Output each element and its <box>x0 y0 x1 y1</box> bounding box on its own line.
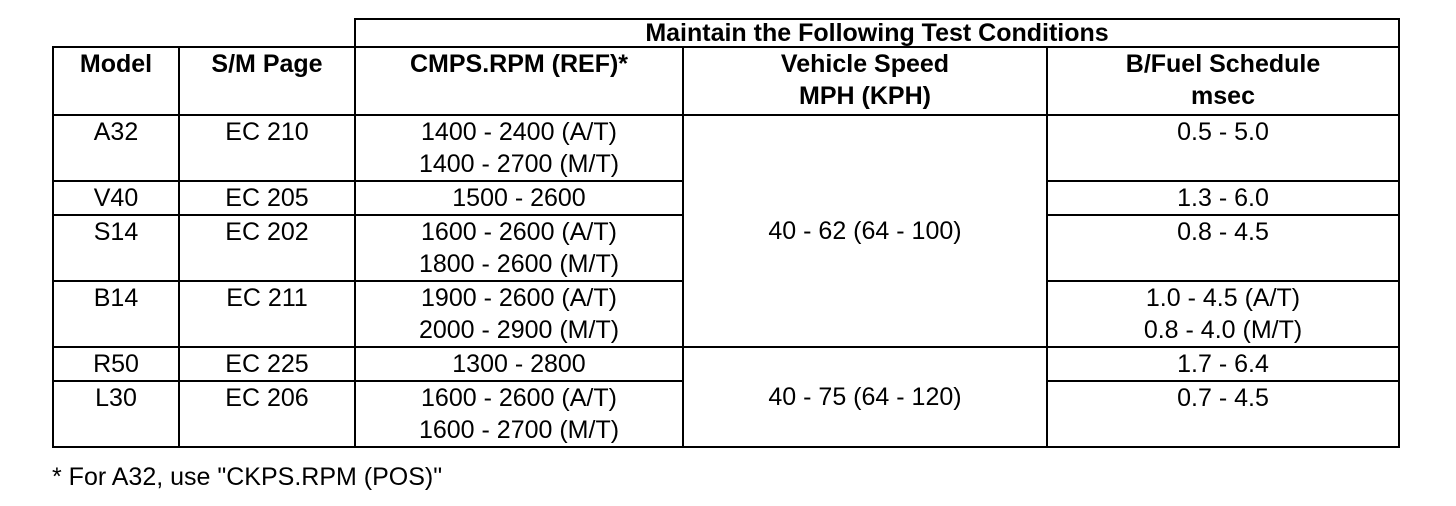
sm-page-cell: EC 202 <box>179 215 355 281</box>
column-header-row <box>53 47 1399 115</box>
table-row <box>53 115 1399 181</box>
model-cell: S14 <box>53 215 179 281</box>
table-row <box>53 347 1399 381</box>
bfuel-line: 1.3 - 6.0 <box>1177 184 1269 212</box>
bfuel-line: 1.7 - 6.4 <box>1177 350 1269 378</box>
group-header-row <box>53 19 1399 47</box>
column-header-bfuel-schedule <box>1047 47 1399 115</box>
bfuel-cell <box>1047 181 1399 215</box>
sm-page-cell: EC 206 <box>179 381 355 447</box>
bfuel-cell <box>1047 215 1399 281</box>
model-cell: A32 <box>53 115 179 181</box>
bfuel-line: 0.7 - 4.5 <box>1177 384 1269 412</box>
rpm-cell <box>355 115 683 181</box>
sm-page-cell: EC 210 <box>179 115 355 181</box>
rpm-cell <box>355 381 683 447</box>
rpm-line: 1300 - 2800 <box>452 350 586 378</box>
sm-page-cell: EC 225 <box>179 347 355 381</box>
group-header: Maintain the Following Test Conditions <box>355 19 1399 47</box>
test-conditions-table <box>52 18 1400 448</box>
rpm-line: 1900 - 2600 (A/T) <box>421 284 617 312</box>
sm-page-cell: EC 211 <box>179 281 355 347</box>
rpm-line: 1400 - 2700 (M/T) <box>418 150 620 178</box>
rpm-line: 1600 - 2700 (M/T) <box>418 416 620 444</box>
bfuel-line: 0.5 - 5.0 <box>1177 118 1269 146</box>
column-header-sm-page: S/M Page <box>179 47 355 115</box>
bfuel-cell <box>1047 281 1399 347</box>
model-cell: L30 <box>53 381 179 447</box>
bfuel-cell <box>1047 115 1399 181</box>
bfuel-line: 0.8 - 4.5 <box>1177 218 1269 246</box>
sm-page-cell: EC 205 <box>179 181 355 215</box>
rpm-line: 1800 - 2600 (M/T) <box>418 250 620 278</box>
vehicle-speed-cell: 40 - 62 (64 - 100) <box>683 115 1047 347</box>
column-header-cmps-rpm: CMPS.RPM (REF)* <box>355 47 683 115</box>
bfuel-line: 0.8 - 4.0 (M/T) <box>1143 316 1303 344</box>
model-cell: V40 <box>53 181 179 215</box>
rpm-cell <box>355 281 683 347</box>
column-header-vehicle-speed-line2: MPH (KPH) <box>799 82 931 110</box>
model-cell: R50 <box>53 347 179 381</box>
rpm-line: 1400 - 2400 (A/T) <box>421 118 617 146</box>
column-header-vehicle-speed-line1: Vehicle Speed <box>780 50 950 78</box>
footnote: * For A32, use "CKPS.RPM (POS)" <box>52 463 443 491</box>
rpm-line: 1600 - 2600 (A/T) <box>421 218 617 246</box>
bfuel-line: 1.0 - 4.5 (A/T) <box>1145 284 1301 312</box>
rpm-line: 2000 - 2900 (M/T) <box>418 316 620 344</box>
model-cell: B14 <box>53 281 179 347</box>
rpm-cell <box>355 347 683 381</box>
column-header-model: Model <box>53 47 179 115</box>
blank-corner-cell <box>53 19 355 47</box>
column-header-vehicle-speed <box>683 47 1047 115</box>
bfuel-cell <box>1047 381 1399 447</box>
vehicle-speed-cell: 40 - 75 (64 - 120) <box>683 347 1047 447</box>
column-header-bfuel-line2: msec <box>1191 82 1255 110</box>
rpm-line: 1500 - 2600 <box>452 184 586 212</box>
rpm-cell <box>355 181 683 215</box>
column-header-bfuel-line1: B/Fuel Schedule <box>1125 50 1321 78</box>
rpm-cell <box>355 215 683 281</box>
rpm-line: 1600 - 2600 (A/T) <box>421 384 617 412</box>
bfuel-cell <box>1047 347 1399 381</box>
